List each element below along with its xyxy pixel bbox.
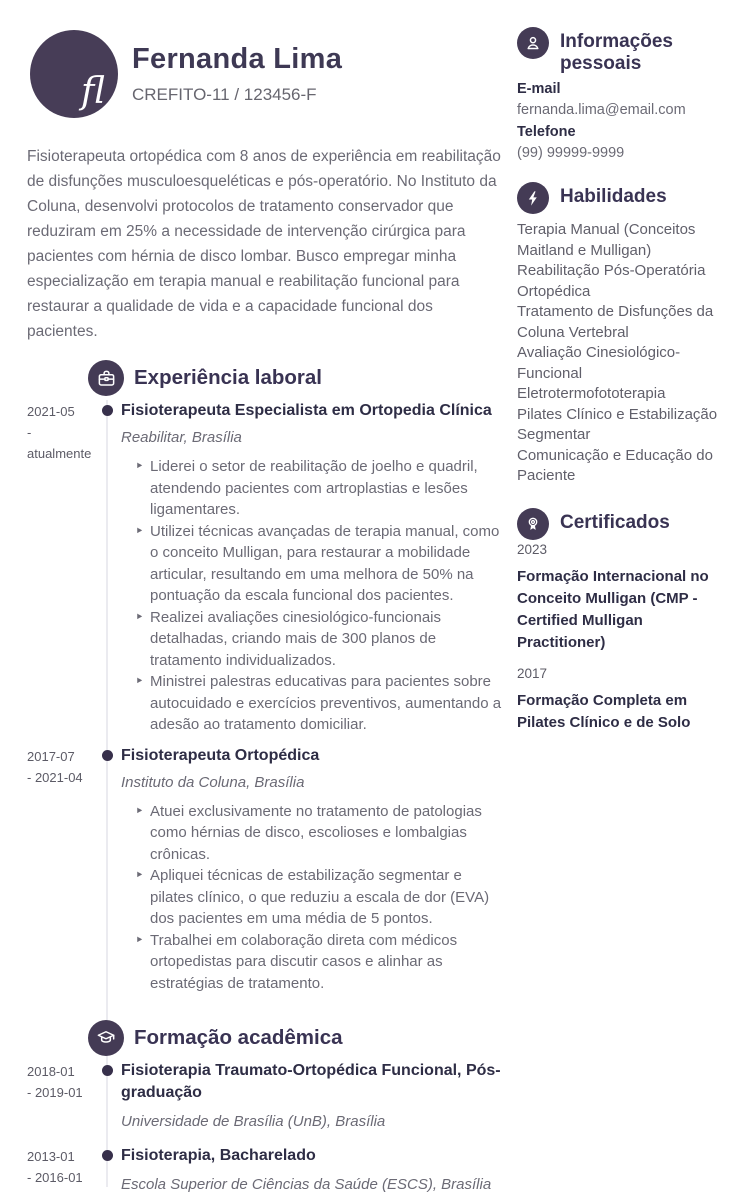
experience-entry (27, 744, 503, 995)
avatar-monogram: fl (80, 71, 105, 112)
entry-body (121, 1144, 503, 1193)
certificates-title: Certificados (560, 511, 670, 533)
job-bullet: ‣ Atuei exclusivamente no tratamento de patologias como hérnias de disco, escolioses e lombalgias crônicas. (135, 801, 503, 866)
skill-item: Eletrotermofototerapia (517, 385, 666, 402)
entry-date-end: - 2016-01 (27, 1170, 83, 1185)
certificate-name: Formação Completa em Pilates Clínico e de Solo (517, 691, 691, 731)
user-icon (517, 27, 549, 59)
certificate-entry (517, 542, 727, 654)
school-name: Escola Superior de Ciências da Saúde (ESCS), Brasília (121, 1176, 492, 1193)
email-label: E-mail (517, 81, 561, 97)
job-bullets (135, 456, 503, 736)
header-text (132, 30, 342, 118)
entry-date-end: - 2021-04 (27, 769, 83, 785)
entry-body (121, 399, 503, 736)
skills-section (517, 182, 727, 487)
certificate-year: 2023 (517, 541, 548, 557)
skill-item: Comunicação e Educação do Paciente (517, 446, 713, 484)
education-entry (27, 1059, 503, 1130)
job-bullet: ‣ Ministrei palestras educativas para pacientes sobre autocuidado e exercícios preventivos, aumentando a adesão ao tratamento domiciliar. (135, 671, 503, 736)
sidebar (517, 0, 750, 1061)
entry-dates (27, 744, 93, 995)
timeline-dot-cell (93, 1144, 121, 1193)
education-section-header (88, 1020, 503, 1056)
degree-title: Fisioterapia, Bacharelado (121, 1147, 316, 1164)
timeline-dot-cell (93, 744, 121, 995)
timeline-dot (102, 750, 113, 761)
skill-item: Terapia Manual (Conceitos Maitland e Mulligan) (517, 221, 696, 259)
timeline-sections (27, 360, 503, 1193)
job-bullet: ‣ Realizei avaliações cinesiológico-funcionais detalhadas, criando mais de 300 planos de tratamento individualizados. (135, 607, 503, 672)
job-company: Instituto da Coluna, Brasília (121, 773, 305, 791)
entry-date-start: 2017-07 (27, 748, 75, 764)
experience-section (27, 360, 503, 994)
person-credentials: CREFITO-11 / 123456-F (132, 85, 317, 104)
entry-dates (27, 1059, 93, 1130)
entry-date-start: 2013-01 (27, 1149, 75, 1164)
job-title: Fisioterapeuta Ortopédica (121, 746, 320, 764)
job-bullet: ‣ Apliquei técnicas de estabilização segmentar e pilates clínico, o que reduziu a escala de dor (EVA) dos pacientes em uma média de 5 pontos. (135, 865, 503, 930)
experience-section-header (88, 360, 503, 396)
education-section (27, 1020, 503, 1193)
skill-item: Pilates Clínico e Estabilização Segmentar (517, 405, 718, 443)
email-value: fernanda.lima@email.com (517, 102, 686, 118)
job-bullet: ‣ Utilizei técnicas avançadas de terapia manual, como o conceito Mulligan, para restaurar a mobilidade articular, resultando em uma melhora de 50% na pontuação da escala funcional dos pacientes. (135, 521, 503, 607)
resume-header (30, 30, 503, 118)
experience-entry (27, 399, 503, 736)
timeline-dot-cell (93, 1059, 121, 1130)
job-company: Reabilitar, Brasília (121, 429, 242, 446)
personal-info-title: Informações pessoais (560, 31, 673, 74)
entry-dates (27, 399, 93, 736)
certificate-name: Formação Internacional no Conceito Mulligan (CMP - Certified Mulligan Practitioner) (517, 567, 709, 651)
entry-date-start: 2021-05 (27, 404, 75, 419)
job-bullets (135, 801, 503, 995)
job-title: Fisioterapeuta Especialista em Ortopedia Clínica (121, 402, 492, 419)
entry-body (121, 1059, 503, 1130)
job-bullet: ‣ Trabalhei em colaboração direta com médicos ortopedistas para discutir casos e alinhar as estratégias de tratamento. (135, 930, 503, 995)
medal-icon (517, 508, 549, 540)
skills-header (517, 182, 727, 214)
certificate-year: 2017 (517, 665, 548, 681)
entry-body (121, 744, 503, 995)
job-bullet: ‣ Liderei o setor de reabilitação de joelho e quadril, atendendo pacientes com artroplastias e lesões ligamentares. (135, 456, 503, 521)
skills-title: Habilidades (560, 186, 667, 207)
school-name: Universidade de Brasília (UnB), Brasília (121, 1113, 386, 1130)
skill-item: Reabilitação Pós-Operatória Ortopédica (517, 262, 706, 300)
personal-info-section (517, 27, 727, 161)
avatar (30, 30, 118, 118)
briefcase-icon (88, 360, 124, 396)
degree-title: Fisioterapia Traumato-Ortopédica Funcional, Pós-graduação (121, 1062, 501, 1101)
entry-date-end: - atualmente (27, 425, 92, 461)
person-name: Fernanda Lima (132, 43, 343, 75)
experience-section-title: Experiência laboral (134, 366, 323, 389)
certificates-header (517, 508, 727, 540)
skill-item: Tratamento de Disfunções da Coluna Vertebral (517, 303, 714, 341)
lightning-icon (517, 182, 549, 214)
entry-dates (27, 1144, 93, 1193)
graduation-cap-icon (88, 1020, 124, 1056)
profile-summary: Fisioterapeuta ortopédica com 8 anos de experiência em reabilitação de disfunções musculoesqueléticas e pós-operatório. No Instituto da Coluna, desenvolvi protocolos de tratamento conservador que reduziram em 25% a necessidade de intervenção cirúrgica para pacientes com hérnia de disco lombar. Busco empregar minha especialização em terapia manual e reabilitação funcional para restaurar a qualidade de vida e a capacidade funcional dos pacientes. (27, 148, 501, 340)
phone-label: Telefone (517, 124, 576, 140)
skill-item: Avaliação Cinesiológico-Funcional (517, 344, 681, 382)
timeline-dot (102, 1150, 113, 1161)
certificate-entry (517, 666, 727, 734)
skills-list (517, 220, 727, 487)
timeline-dot-cell (93, 399, 121, 736)
education-section-title: Formação acadêmica (134, 1026, 343, 1049)
certificates-section (517, 508, 727, 734)
phone-value: (99) 99999-9999 (517, 145, 625, 161)
entry-date-end: - 2019-01 (27, 1085, 83, 1100)
education-entry (27, 1144, 503, 1193)
timeline-dot (102, 1065, 113, 1076)
entry-date-start: 2018-01 (27, 1064, 75, 1079)
personal-info-header (517, 27, 727, 75)
timeline-dot (102, 405, 113, 416)
